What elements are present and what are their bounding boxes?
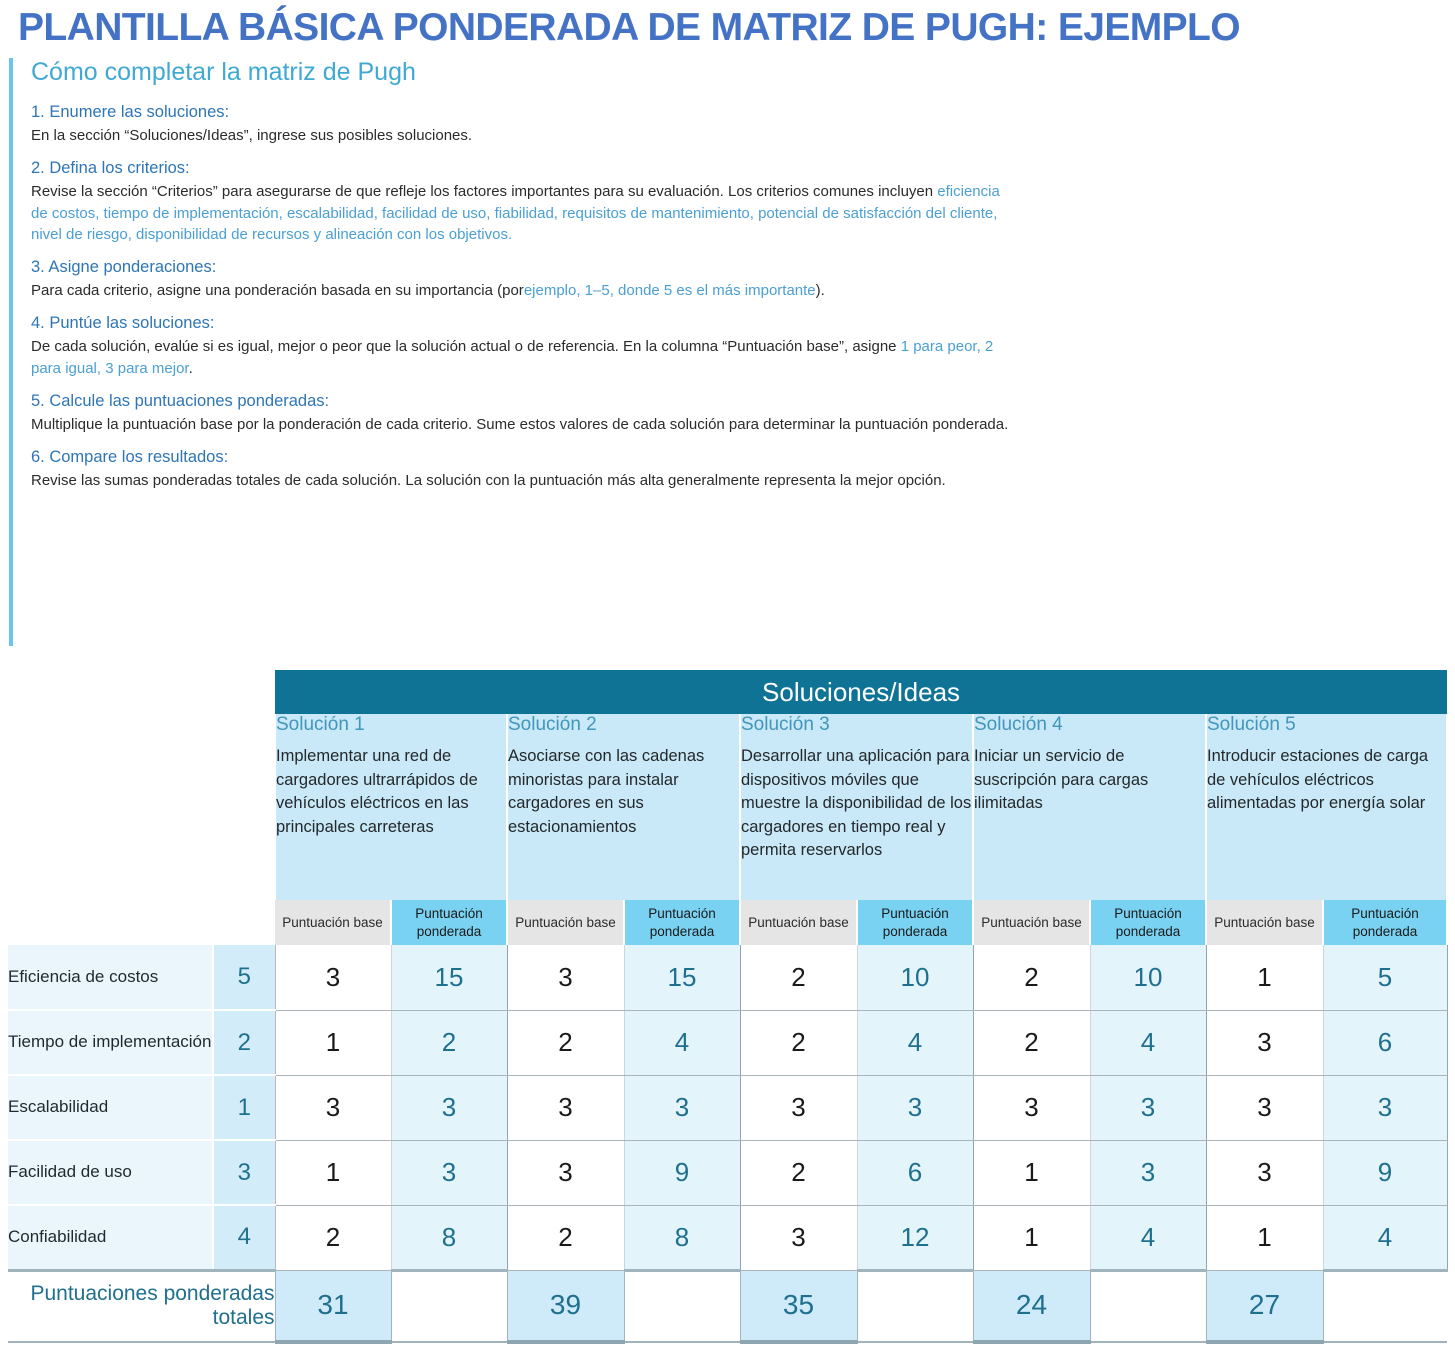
solution-header-5 <box>1206 714 1447 900</box>
totals-row <box>8 1270 1447 1342</box>
total-score-1: 31 <box>275 1270 391 1342</box>
table-row <box>8 1010 1447 1075</box>
subheader-weighted-2: Puntuación ponderada <box>624 900 740 945</box>
subheader-weighted-3: Puntuación ponderada <box>857 900 973 945</box>
subheader-base-2: Puntuación base <box>507 900 624 945</box>
step-title: 5. Calcule las puntuaciones ponderadas: <box>31 392 330 411</box>
subheader-base-3: Puntuación base <box>740 900 857 945</box>
score-weighted: 2 <box>391 1010 507 1075</box>
step-body-highlight: ejemplo, 1–5, donde 5 es el más importante <box>523 282 816 300</box>
score-base[interactable]: 3 <box>740 1075 857 1140</box>
score-weighted: 3 <box>1090 1075 1206 1140</box>
score-weighted: 4 <box>1090 1205 1206 1270</box>
score-weighted: 4 <box>624 1010 740 1075</box>
score-base[interactable]: 3 <box>275 945 391 1010</box>
step-body <box>31 414 1009 435</box>
instruction-step-2 <box>31 159 1009 245</box>
table-row <box>8 1205 1447 1270</box>
score-base[interactable]: 3 <box>1206 1075 1323 1140</box>
score-weighted: 10 <box>1090 945 1206 1010</box>
total-score-5: 27 <box>1206 1270 1323 1342</box>
step-body-pre: En la sección “Soluciones/Ideas”, ingrese sus posibles soluciones. <box>31 127 473 144</box>
step-title: 6. Compare los resultados: <box>31 448 229 467</box>
solution-description[interactable]: Desarrollar una aplicación para dispositivos móviles que muestre la disponibilidad de los cargadores en tiempo real y permita reservarlos <box>741 747 972 860</box>
solution-description[interactable]: Iniciar un servicio de suscripción para cargas ilimitadas <box>974 747 1149 813</box>
totals-spacer <box>1090 1270 1206 1342</box>
step-title: 4. Puntúe las soluciones: <box>31 314 215 333</box>
step-body <box>31 181 1009 245</box>
score-weighted: 8 <box>391 1205 507 1270</box>
solution-number: Solución 5 <box>1207 714 1296 735</box>
score-base[interactable]: 3 <box>1206 1140 1323 1205</box>
subheader-base-1: Puntuación base <box>275 900 391 945</box>
score-weighted: 10 <box>857 945 973 1010</box>
step-body-pre: Multiplique la puntuación base por la ponderación de cada criterio. Sume estos valores de cada solución para determinar la puntuación ponderada. <box>31 416 1009 434</box>
step-body <box>31 336 1009 379</box>
solution-number: Solución 4 <box>974 714 1063 735</box>
criterion-weight[interactable]: 4 <box>213 1205 275 1270</box>
table-row <box>8 1140 1447 1205</box>
instructions-heading: Cómo completar la matriz de Pugh <box>31 58 416 86</box>
score-base[interactable]: 2 <box>740 1140 857 1205</box>
step-body-pre: Para cada criterio, asigne una ponderación basada en su importancia (por <box>31 282 524 300</box>
step-body <box>31 470 1009 491</box>
score-weighted: 3 <box>857 1075 973 1140</box>
score-base[interactable]: 3 <box>507 945 624 1010</box>
score-base[interactable]: 2 <box>275 1205 391 1270</box>
score-weighted: 4 <box>857 1010 973 1075</box>
criterion-name[interactable]: Confiabilidad <box>8 1205 213 1270</box>
score-base[interactable]: 2 <box>740 1010 857 1075</box>
solution-description[interactable]: Introducir estaciones de carga de vehículos eléctricos alimentadas por energía solar <box>1207 747 1429 813</box>
criterion-weight[interactable]: 3 <box>213 1140 275 1205</box>
step-body-highlight: eficiencia de costos, tiempo de implementación, escalabilidad, facilidad de uso, fiabilidad, requisitos de mantenimiento, potencial de satisfacción del cliente, nivel de riesgo, disponibilidad de recursos y alineación con los objetivos. <box>31 183 1000 243</box>
score-base[interactable]: 1 <box>973 1205 1090 1270</box>
score-base[interactable]: 3 <box>275 1075 391 1140</box>
step-body <box>31 280 1009 301</box>
score-base[interactable]: 3 <box>1206 1010 1323 1075</box>
score-weighted: 3 <box>1090 1140 1206 1205</box>
totals-label: Puntuaciones ponderadas totales <box>8 1270 275 1342</box>
subheader-base-5: Puntuación base <box>1206 900 1323 945</box>
totals-spacer <box>391 1270 507 1342</box>
instructions-panel <box>9 58 1009 646</box>
total-score-4: 24 <box>973 1270 1090 1342</box>
score-weighted: 9 <box>624 1140 740 1205</box>
page-title: PLANTILLA BÁSICA PONDERADA DE MATRIZ DE PUGH: EJEMPLO <box>18 6 1240 49</box>
score-weighted: 3 <box>1323 1075 1447 1140</box>
criterion-name[interactable]: Tiempo de implementación <box>8 1010 213 1075</box>
score-base[interactable]: 2 <box>973 1010 1090 1075</box>
instruction-step-5 <box>31 392 1009 435</box>
solution-header-row <box>8 714 1447 900</box>
score-weighted: 15 <box>624 945 740 1010</box>
totals-spacer <box>624 1270 740 1342</box>
corner-blank <box>8 714 275 900</box>
score-base[interactable]: 1 <box>275 1010 391 1075</box>
score-weighted: 12 <box>857 1205 973 1270</box>
score-weighted: 5 <box>1323 945 1447 1010</box>
score-base[interactable]: 3 <box>740 1205 857 1270</box>
criterion-weight[interactable]: 1 <box>213 1075 275 1140</box>
instruction-step-4 <box>31 314 1009 379</box>
score-base[interactable]: 2 <box>740 945 857 1010</box>
score-weighted: 4 <box>1090 1010 1206 1075</box>
solution-description[interactable]: Asociarse con las cadenas minoristas para instalar cargadores en sus estacionamientos <box>508 747 705 836</box>
solution-header-1 <box>275 714 507 900</box>
criterion-weight[interactable]: 2 <box>213 1010 275 1075</box>
criterion-name[interactable]: Eficiencia de costos <box>8 945 213 1010</box>
step-body-highlight: 1 para peor, 2 para igual, 3 para mejor <box>31 338 994 377</box>
criterion-name[interactable]: Escalabilidad <box>8 1075 213 1140</box>
subheader-weighted-1: Puntuación ponderada <box>391 900 507 945</box>
score-weighted: 6 <box>1323 1010 1447 1075</box>
score-base[interactable]: 3 <box>507 1140 624 1205</box>
subheader-base-4: Puntuación base <box>973 900 1090 945</box>
table-row <box>8 945 1447 1010</box>
solution-header-4 <box>973 714 1206 900</box>
solution-header-3 <box>740 714 973 900</box>
solutions-header: Soluciones/Ideas <box>275 670 1447 714</box>
solution-description[interactable]: Implementar una red de cargadores ultrarrápidos de vehículos eléctricos en las principales carreteras <box>276 747 478 836</box>
score-base[interactable]: 1 <box>275 1140 391 1205</box>
step-body <box>31 125 1009 146</box>
step-body-pre: Revise la sección “Criterios” para asegurarse de que refleje los factores importantes para su evaluación. Los criterios comunes incluyen <box>31 183 938 201</box>
solution-number: Solución 3 <box>741 714 830 735</box>
criterion-weight[interactable]: 5 <box>213 945 275 1010</box>
totals-spacer <box>1323 1270 1447 1342</box>
instruction-step-3 <box>31 258 1009 301</box>
solution-number: Solución 1 <box>276 714 365 735</box>
corner-blank <box>8 900 275 945</box>
score-weighted: 6 <box>857 1140 973 1205</box>
instruction-step-6 <box>31 448 1009 491</box>
total-score-3: 35 <box>740 1270 857 1342</box>
criterion-name[interactable]: Facilidad de uso <box>8 1140 213 1205</box>
sub-header-row <box>8 900 1447 945</box>
step-body-post: ). <box>815 282 825 300</box>
score-weighted: 3 <box>391 1140 507 1205</box>
totals-spacer <box>857 1270 973 1342</box>
score-base[interactable]: 2 <box>507 1205 624 1270</box>
table-row <box>8 1075 1447 1140</box>
corner-blank <box>8 670 275 714</box>
score-base[interactable]: 3 <box>507 1075 624 1140</box>
score-base[interactable]: 1 <box>973 1140 1090 1205</box>
step-body-pre: Revise las sumas ponderadas totales de cada solución. La solución con la puntuación más alta generalmente representa la mejor opción. <box>31 472 946 490</box>
score-weighted: 4 <box>1323 1205 1447 1270</box>
solution-header-2 <box>507 714 740 900</box>
table-top-header-row <box>8 670 1447 714</box>
step-body-post: . <box>188 359 193 377</box>
step-title: 2. Defina los criterios: <box>31 159 190 178</box>
pugh-matrix-table <box>8 670 1448 1344</box>
step-title: 3. Asigne ponderaciones: <box>31 258 217 277</box>
subheader-weighted-4: Puntuación ponderada <box>1090 900 1206 945</box>
score-weighted: 9 <box>1323 1140 1447 1205</box>
score-base[interactable]: 1 <box>1206 945 1323 1010</box>
score-weighted: 3 <box>624 1075 740 1140</box>
step-body-pre: De cada solución, evalúe si es igual, mejor o peor que la solución actual o de referencia. En la columna “Puntuación base”, asigne <box>31 338 901 356</box>
score-base[interactable]: 2 <box>507 1010 624 1075</box>
total-score-2: 39 <box>507 1270 624 1342</box>
subheader-weighted-5: Puntuación ponderada <box>1323 900 1447 945</box>
score-weighted: 3 <box>391 1075 507 1140</box>
solution-number: Solución 2 <box>508 714 597 735</box>
score-base[interactable]: 2 <box>973 945 1090 1010</box>
instruction-step-1 <box>31 103 1009 146</box>
step-title: 1. Enumere las soluciones: <box>31 103 230 121</box>
score-weighted: 15 <box>391 945 507 1010</box>
score-base[interactable]: 3 <box>973 1075 1090 1140</box>
score-base[interactable]: 1 <box>1206 1205 1323 1270</box>
score-weighted: 8 <box>624 1205 740 1270</box>
